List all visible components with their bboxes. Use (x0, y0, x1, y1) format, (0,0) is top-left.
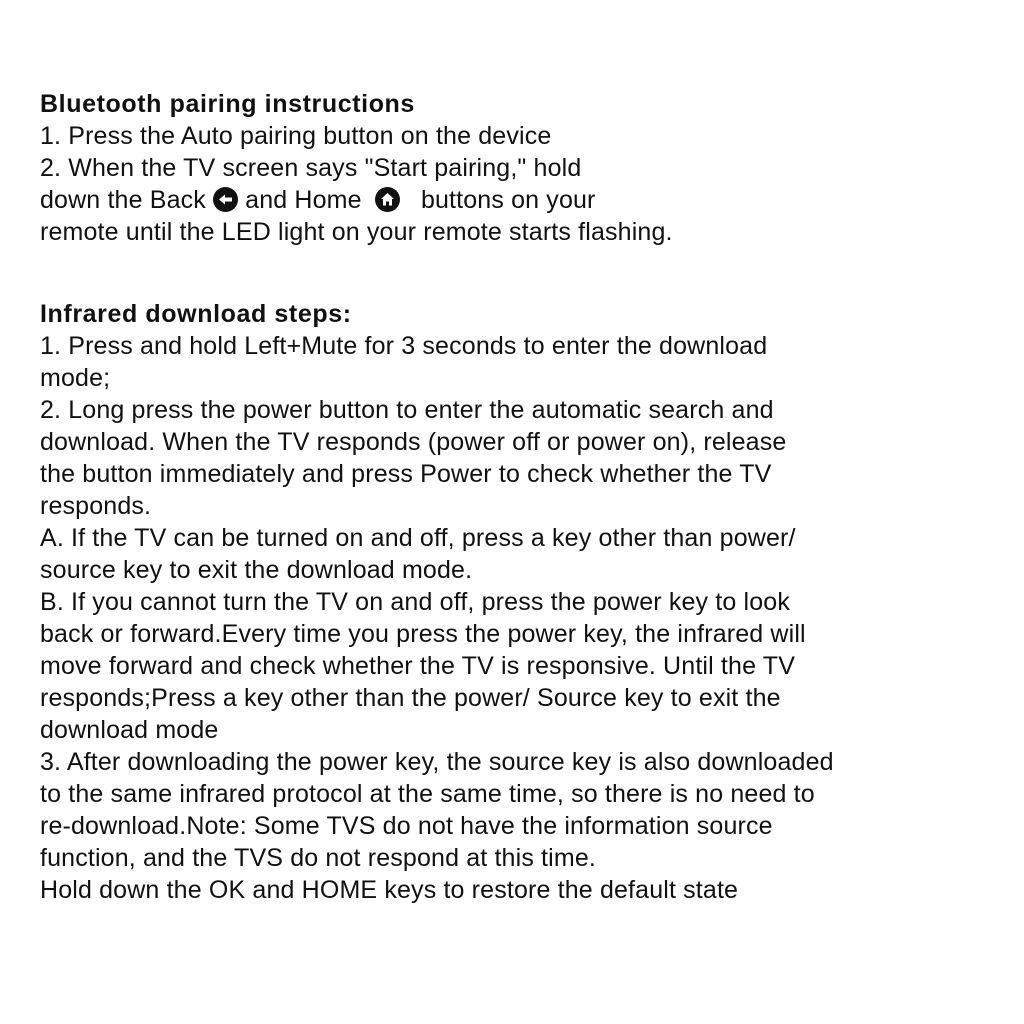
bluetooth-step-1: 1. Press the Auto pairing button on the device (40, 122, 552, 150)
infrared-line: back or forward.Every time you press the power key, the infrared will (40, 620, 806, 648)
infrared-line: function, and the TVS do not respond at this time. (40, 844, 596, 872)
buttons-text: buttons on your (420, 186, 596, 214)
bluetooth-step-2-line-1: 2. When the TV screen says "Start pairing," hold (40, 154, 582, 182)
infrared-line: responds. (40, 492, 152, 520)
infrared-line: B. If you cannot turn the TV on and off, press the power key to look (40, 588, 790, 616)
infrared-line: download mode (40, 716, 219, 744)
infrared-line: 1. Press and hold Left+Mute for 3 seconds to enter the download (40, 332, 768, 360)
bluetooth-step-2-line-2 (40, 184, 596, 216)
infrared-line: the button immediately and press Power to check whether the TV (40, 460, 772, 488)
bluetooth-step-2-line-3: remote until the LED light on your remote starts flashing. (40, 218, 673, 246)
back-text: down the Back (40, 186, 206, 214)
infrared-heading: Infrared download steps: (40, 300, 352, 328)
back-arrow-icon (213, 187, 238, 212)
home-text: and Home (245, 186, 362, 214)
infrared-line: source key to exit the download mode. (40, 556, 473, 584)
infrared-line: responds;Press a key other than the power/ Source key to exit the (40, 684, 781, 712)
infrared-line: download. When the TV responds (power off or power on), release (40, 428, 787, 456)
infrared-line: 2. Long press the power button to enter the automatic search and (40, 396, 774, 424)
infrared-line: to the same infrared protocol at the same time, so there is no need to (40, 780, 815, 808)
bluetooth-heading: Bluetooth pairing instructions (40, 90, 415, 118)
infrared-line: re-download.Note: Some TVS do not have the information source (40, 812, 773, 840)
infrared-line: Hold down the OK and HOME keys to restore the default state (40, 876, 739, 904)
infrared-line: mode; (40, 364, 111, 392)
home-icon (375, 187, 400, 212)
infrared-line: A. If the TV can be turned on and off, press a key other than power/ (40, 524, 796, 552)
infrared-line: 3. After downloading the power key, the source key is also downloaded (40, 748, 834, 776)
infrared-line: move forward and check whether the TV is responsive. Until the TV (40, 652, 796, 680)
